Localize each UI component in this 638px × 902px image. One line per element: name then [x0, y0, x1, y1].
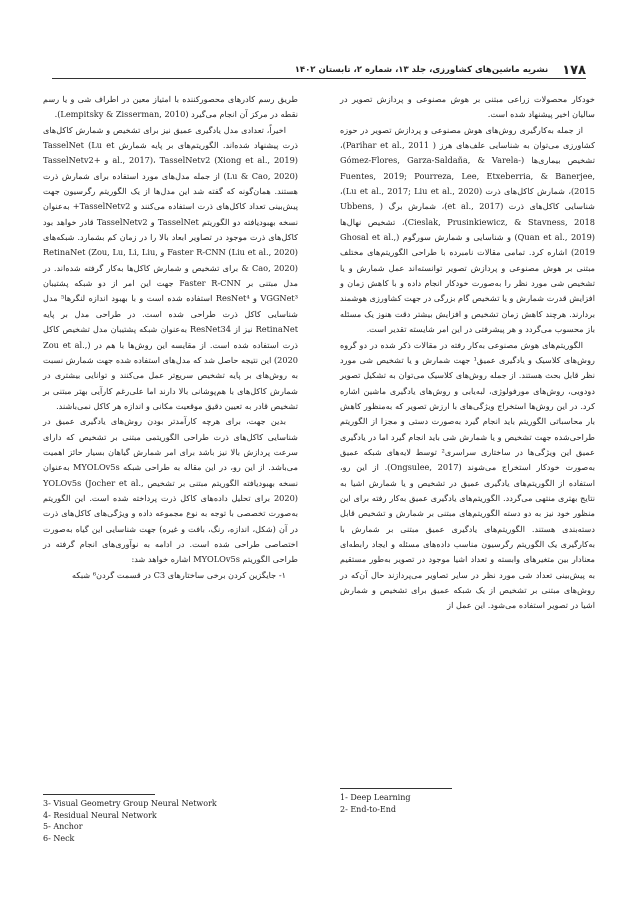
paragraph: بدین جهت، برای هرچه کارآمدتر بودن روش‌های یادگیری عمیق در شناسایی کاکل‌های ذرت طراحی الگوریتمی مبتنی بر تشخیص که دارای سرعت پردازش بالا نیز باشد برای امر شمارش گیاهان بسیار حائز اهمیت می‌باشد. از این رو، در این مقاله به طراحی شبکه MYOLOv5s به‌عنوان نسخه بهبودیافته الگوریتم مبتنی بر تشخیص YOLOv5s (Jocher et al., 2020) برای تحلیل داده‌های کاکل ذرت پرداخته شده است. این الگوریتم به‌صورت تخصصی با توجه به نوع مجموعه داده و ویژگی‌های کاکل‌های ذرت در آن (شکل، اندازه، رنگ، بافت و غیره) جهت شناسایی این گیاه به‌صورت اختصاصی طراحی شده است. در ادامه به نوآوری‌های انجام گرفته در طراحی الگوریتم MYOLOv5s اشاره خواهد شد: — [43, 416, 298, 565]
footnote: 5- Anchor — [43, 822, 83, 831]
paragraph: خودکار محصولات زراعی مبتنی بر هوش مصنوعی و پردازش تصویر در سالیان اخیر پیشنهاد شده است. — [340, 94, 595, 120]
footnote: 1- Deep Learning — [340, 793, 411, 802]
paragraph: از جمله به‌کارگیری روش‌های هوش مصنوعی و پردازش تصویر در حوزه کشاورزی می‌توان به شناسایی علف‌های هرز ( Parihar et al., 2011)، تشخیص بیماری‌ها (Gómez-Flores, Garza-Saldaña, & Varela-Fuentes, 2019; Pourreza, Lee, Etxeberria, & Banerjee, 2015)، شمارش کاکل‌های ذرت (Lu et al., 2017; Liu et al., 2020)، شناسایی کاکل‌های ذرت (et al., 2017)، شمارش برگ ( Ubbens, Cieslak, Prusinkiewicz, & Stavness, 2018)، تشخیص نهال‌ها (Quan et al., 2019) و شناسایی و شمارش سورگوم (Ghosal et al., 2019) اشاره کرد. تمامی مقالات نامبرده با طراحی الگوریتم‌های مختلف مبتنی بر هوش مصنوعی و پردازش تصویر توانسته‌اند عمل شمارش و یا تشخیص شی مورد نظر را به‌صورت خودکار انجام داده و با کاهش زمان و افزایش قدرت شمارش و یا تشخیص گام بزرگی در جهت کشاورزی هوشمند بردارند. هرچند کاهش زمان تشخیص و افزایش بیشتر دقت هنوز یک مسئله باز محسوب می‌گردد و هر پیشرفتی در این امر شایسته تقدیر است. — [340, 124, 596, 335]
footnote: 6- Neck — [43, 833, 75, 843]
footnote: 2- End-to-End — [340, 804, 396, 814]
journal-title: نشریه ماشین‌های کشاورزی، جلد ۱۳، شماره ۲، تابستان ۱۴۰۲ — [294, 65, 549, 75]
footnote-separator — [43, 794, 155, 795]
footnote-separator — [340, 788, 452, 789]
paragraph: اخیراً، تعدادی مدل یادگیری عمیق نیز برای تشخیص و شمارش کاکل‌های ذرت پیشنهاد شده‌اند. الگوریتم‌های بر پایه شمارش TasselNet (Lu et al., 2017)، TasselNetv2 (Xiong et al., 2019) و TasselNetv2+ (Lu & Cao, 2020) از جمله مدل‌های مورد استفاده برای شمارش ذرت هستند. همان‌گونه که گفته شد این مدل‌ها از یک الگوریتم رگرسیون جهت پیش‌بینی تعداد کاکل‌های ذرت استفاده می‌کنند و TasselNetv2+ به‌عنوان نسخه بهبودیافته دو الگوریتم TasselNet و TasselNetv2 قادر خواهد بود کاکل‌های ذرت موجود در تصاویر ابعاد بالا را در زمان کم بشمارد. شبکه‌های Faster R-CNN (Liu et al., 2020) و RetinaNet (Zou, Lu, Li, Liu, & Cao, 2020) برای تشخیص و شمارش کاکل‌ها به‌کار گرفته شده‌اند. در مدل مبتنی بر Faster R-CNN جهت این امر از دو شبکه پشتیبان VGGNet³ و ResNet⁴ استفاده شده است و با بهبود اندازه لنگرها⁵ مدل شناسایی کاکل ذرت طراحی شده است. در طراحی مدل بر پایه RetinaNet نیز از ResNet34 به‌عنوان شبکه پشتیبان مدل تشخیص کاکل ذرت استفاده شده است. از مقایسه این روش‌ها با هم در (Zou et al., 2020) این نتیجه حاصل شد که مدل‌های استفاده شده جهت شمارش نسبت به روش‌های بر پایه تشخیص سریع‌تر عمل می‌کنند و توانایی بیشتری در شمارش کاکل‌های با هم‌پوشانی بالا دارند اما علی‌رغم کارآیی بهتر مبتنی بر تشخیص قادر به تعیین دقیق موقعیت مکانی و اندازه هر کاکل نمی‌باشند. — [43, 124, 299, 411]
left-column — [43, 92, 298, 583]
right-footnotes — [340, 792, 411, 815]
page-number: ۱۷۸ — [562, 63, 586, 78]
paragraph: طریق رسم کادرهای محصورکننده با امتیاز معین در اطراف شی و یا رسم نقطه در مرکز آن انجام می‌گیرد (Lempitsky & Zisserman, 2010). — [43, 94, 298, 120]
right-column — [340, 92, 595, 614]
paragraph: الگوریتم‌های هوش مصنوعی به‌کار رفته در مقالات ذکر شده در دو گروه روش‌های کلاسیک و یادگیری عمیق¹ جهت شمارش و یا تشخیص شی مورد نظر قابل بحث هستند. از جمله روش‌های کلاسیک می‌توان به تشکیل تصویر دودویی، روش‌های مورفولوژی، لبه‌یابی و روش‌های یادگیری ماشین اشاره کرد. در این روش‌ها استخراج ویژگی‌های با ارزش تصویر که به‌منظور کاهش بار محاسباتی الگوریتم باید انجام گیرد به‌صورت دستی و مجزا از الگوریتم طراحی‌شده جهت تشخیص و یا شمارش شی باید انجام گیرد اما در یادگیری عمیق این ویژگی‌ها در ساختاری سراسری² توسط لایه‌های شبکه عمیق به‌صورت خودکار استخراج می‌شوند (Ongsulee, 2017). از این رو، استفاده از الگوریتم‌های یادگیری عمیق در تشخیص و یا شمارش اشیا به نتایج بهتری منتهی می‌گردد. الگوریتم‌های یادگیری عمیق به‌کار رفته برای این منظور خود نیز به دو دسته الگوریتم‌های مبتنی بر شمارش و تشخیص قابل دسته‌بندی هستند. الگوریتم‌های یادگیری عمیق مبتنی بر شمارش با به‌کارگیری یک الگوریتم رگرسیون مناسب داده‌های مسئله و ایجاد رابطه‌ای معنادار بین متغیرهای وابسته و تعداد اشیا موجود در تصویر به‌طور مستقیم به پیش‌بینی تعداد شی مورد نظر در سایر تصاویر می‌پردازند حال آن‌که در روش‌های مبتنی بر تشخیص از یک شبکه عمیق برای تشخیص و شمارش اشیا در تصویر استفاده می‌شود. این عمل از — [340, 339, 596, 611]
footnote: 4- Residual Neural Network — [43, 810, 157, 820]
list-item: ۱- جایگزین کردن برخی ساختارهای C3 در قسمت گردن⁶ شبکه — [71, 569, 286, 580]
left-footnotes — [43, 798, 217, 844]
footnote: 3- Visual Geometry Group Neural Network — [43, 799, 217, 808]
page-header — [52, 56, 586, 79]
